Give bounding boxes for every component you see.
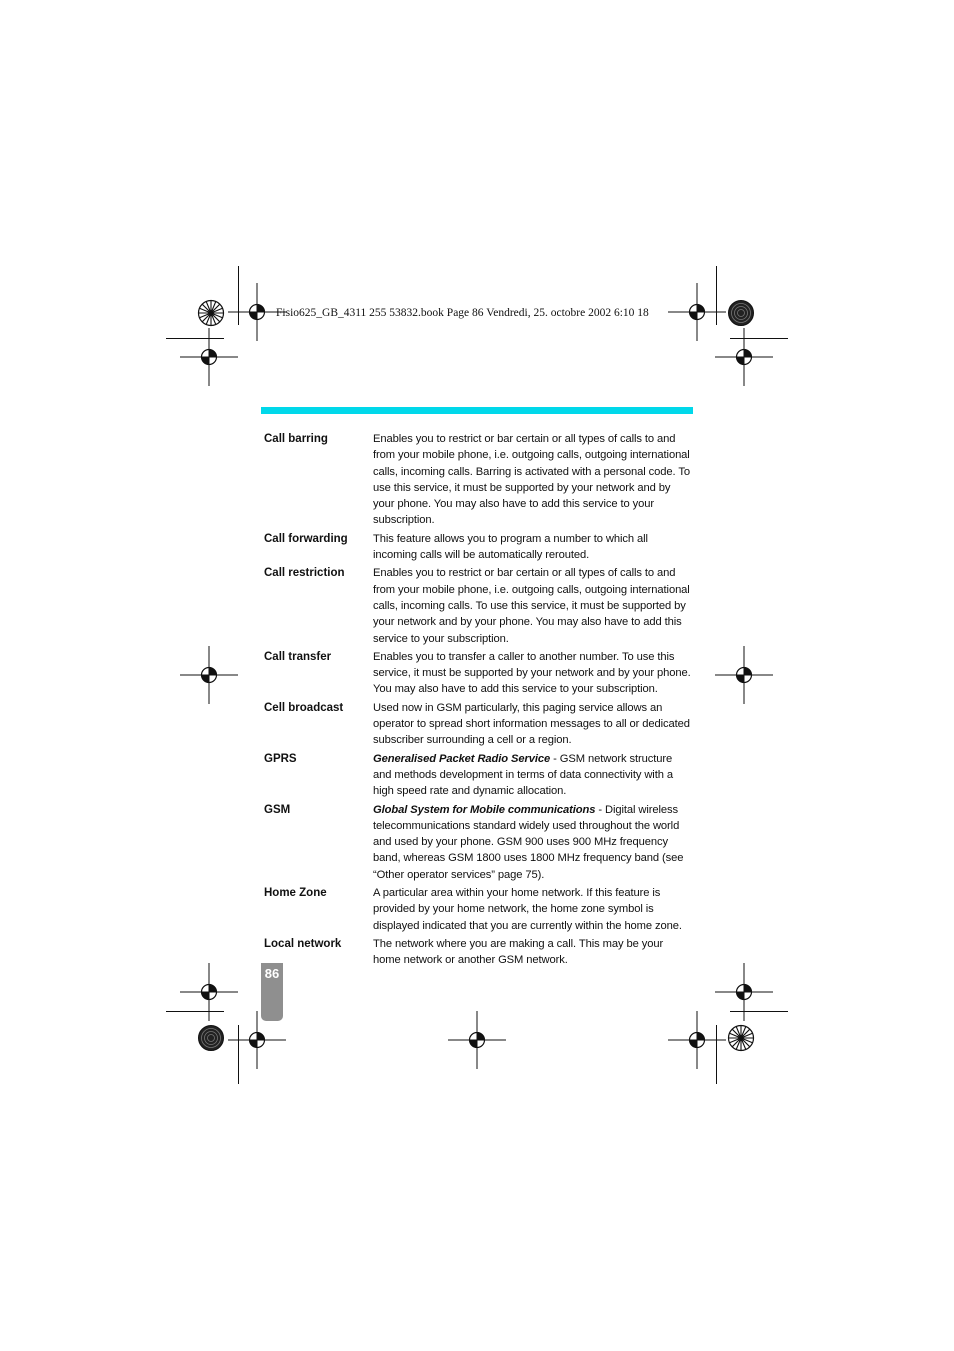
section-accent-bar: [261, 407, 693, 414]
glossary-term: Home Zone: [264, 887, 327, 900]
glossary-term: Cell broadcast: [264, 701, 344, 714]
glossary-term: Call forwarding: [264, 532, 348, 545]
page-number: 86: [264, 966, 280, 981]
glossary-definition: [373, 431, 693, 529]
glossary-term: GPRS: [264, 752, 297, 765]
glossary-list: [264, 431, 696, 971]
glossary-term: GSM: [264, 803, 291, 816]
glossary-entry: [264, 751, 696, 800]
glossary-definition: [373, 700, 693, 749]
glossary-entry: [264, 936, 696, 969]
glossary-definition: [373, 649, 693, 698]
definition-text: Enables you to transfer a caller to another number. To use this service, it must be supported by your network and by your phone. You may also have to add this service to your subscription.: [373, 650, 691, 696]
glossary-definition: [373, 565, 693, 646]
definition-emphasis: Global System for Mobile communications: [373, 803, 596, 816]
glossary-definition: [373, 885, 693, 934]
definition-text: This feature allows you to program a number to which all incoming calls will be automatically rerouted.: [373, 532, 648, 562]
glossary-term: Local network: [264, 937, 342, 950]
glossary-entry: [264, 885, 696, 934]
glossary-term: Call barring: [264, 433, 328, 445]
glossary-definition: [373, 802, 693, 883]
glossary-definition: [373, 936, 693, 969]
glossary-entry: [264, 802, 696, 883]
definition-emphasis: Generalised Packet Radio Service: [373, 752, 551, 765]
glossary-definition: [373, 751, 693, 800]
glossary-entry: [264, 649, 696, 698]
glossary-term: Call restriction: [264, 567, 345, 580]
definition-text: Enables you to restrict or bar certain or all types of calls to and from your mobile phone, i.e. outgoing calls, outgoing international calls, incoming calls. Barring is activated with a personal code. To use this service, it must be supported by your network and by your phone. You may also have to add this service to your subscription.: [373, 433, 690, 527]
definition-text: Enables you to restrict or bar certain or all types of calls to and from your mobile phone, i.e. outgoing calls, outgoing international calls, incoming calls. To use this service, it must be supported by your network and by your phone. You may also have to add this service to your subscription.: [373, 567, 690, 645]
glossary-term: Call transfer: [264, 650, 332, 663]
glossary-entry: [264, 431, 696, 529]
glossary-entry: [264, 565, 696, 646]
glossary-entry: [264, 531, 696, 564]
definition-text: - Digital wireless telecommunications standard widely used throughout the world and used by your phone. GSM 900 uses 900 MHz frequency band, whereas GSM 1800 uses 1800 MHz frequency band (see “Other operator services” page 75).: [373, 803, 684, 881]
definition-text: A particular area within your home network. If this feature is provided by your home network, the home zone symbol is displayed indicated that you are currently within the home zone.: [373, 887, 682, 932]
glossary-definition: [373, 531, 693, 564]
definition-text: Used now in GSM particularly, this paging service allows an operator to spread short information messages to all or dedicated subscriber surrounding a cell or a region.: [373, 701, 690, 747]
glossary-entry: [264, 700, 696, 749]
print-slug-line: Fisio625_GB_4311 255 53832.book Page 86 Vendredi, 25. octobre 2002 6:10 18: [276, 307, 649, 319]
definition-text: The network where you are making a call. This may be your home network or another GSM network.: [373, 937, 664, 967]
definition-text: - GSM network structure and methods development in terms of data connectivity with a high speed rate and dynamic allocation.: [373, 752, 673, 798]
